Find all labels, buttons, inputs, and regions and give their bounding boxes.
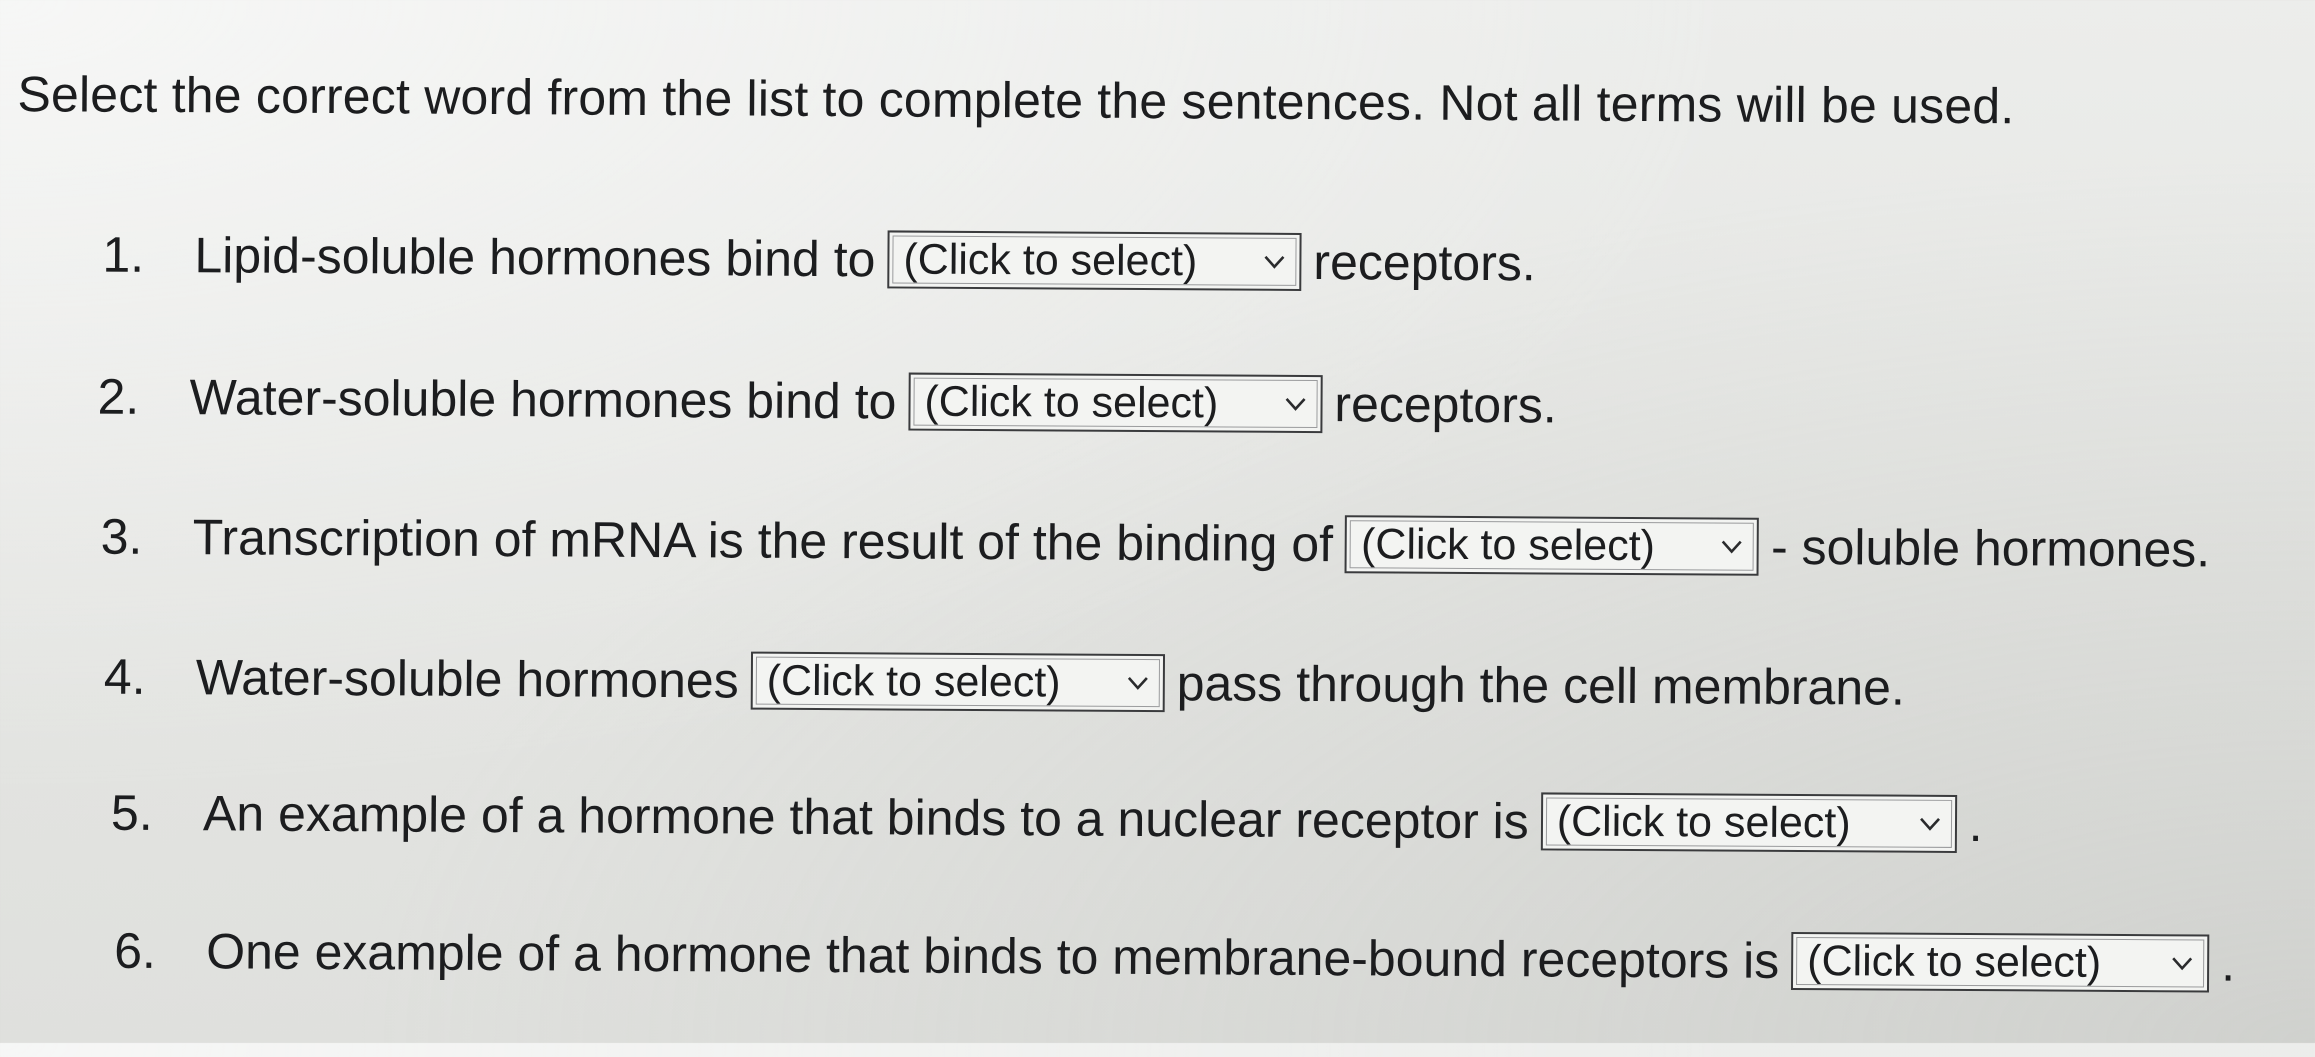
question-number: 6. (114, 922, 157, 979)
question-text-before: Water-soluble hormones (195, 649, 739, 709)
chevron-down-icon (2167, 948, 2197, 978)
question-number: 1. (102, 226, 145, 283)
chevron-down-icon (1123, 668, 1153, 698)
dropdown-value: (Click to select) (903, 235, 1198, 285)
question-text-after: pass through the cell membrane. (1176, 655, 1906, 716)
question-text-before: Lipid-soluble hormones bind to (194, 227, 876, 288)
question-1 (102, 223, 1536, 296)
question-number: 4. (103, 648, 146, 705)
question-number: 2. (97, 368, 140, 425)
question-text-after: . (2221, 935, 2236, 992)
dropdown-value: (Click to select) (924, 377, 1219, 427)
question-3 (101, 505, 2211, 582)
dropdown-value: (Click to select) (1556, 797, 1851, 847)
chevron-down-icon (1280, 389, 1310, 419)
chevron-down-icon (1259, 247, 1289, 277)
question-text-after: - soluble hormones. (1770, 518, 2211, 578)
question-text-after: receptors. (1313, 234, 1536, 292)
dropdown-value: (Click to select) (1807, 936, 2102, 987)
chevron-down-icon (1915, 809, 1945, 839)
question-text-before: Water-soluble hormones bind to (189, 369, 897, 430)
dropdown-value: (Click to select) (766, 656, 1061, 706)
question-5 (111, 781, 1983, 856)
question-number: 5. (110, 784, 153, 841)
answer-dropdown-3[interactable] (1345, 515, 1759, 576)
answer-dropdown-2[interactable] (908, 373, 1322, 434)
question-text-before: An example of a hormone that binds to a nuclear receptor is (202, 785, 1529, 850)
question-text-after: . (1968, 796, 1983, 853)
answer-dropdown-4[interactable] (751, 652, 1165, 713)
chevron-down-icon (1717, 531, 1747, 561)
instructions-text: Select the correct word from the list to complete the sentences. Not all terms will be used. (17, 66, 2015, 135)
question-text-after: receptors. (1334, 376, 1557, 434)
answer-dropdown-1[interactable] (887, 230, 1301, 291)
answer-dropdown-5[interactable] (1541, 792, 1957, 853)
question-number: 3. (100, 508, 143, 565)
dropdown-value: (Click to select) (1360, 519, 1656, 570)
answer-dropdown-6[interactable] (1791, 932, 2209, 993)
question-2 (97, 365, 1557, 438)
question-text-before: Transcription of mRNA is the result of the binding of (192, 509, 1334, 573)
question-text-before: One example of a hormone that binds to membrane-bound receptors is (206, 923, 1780, 989)
question-6 (114, 919, 2235, 996)
question-4 (104, 645, 1905, 720)
